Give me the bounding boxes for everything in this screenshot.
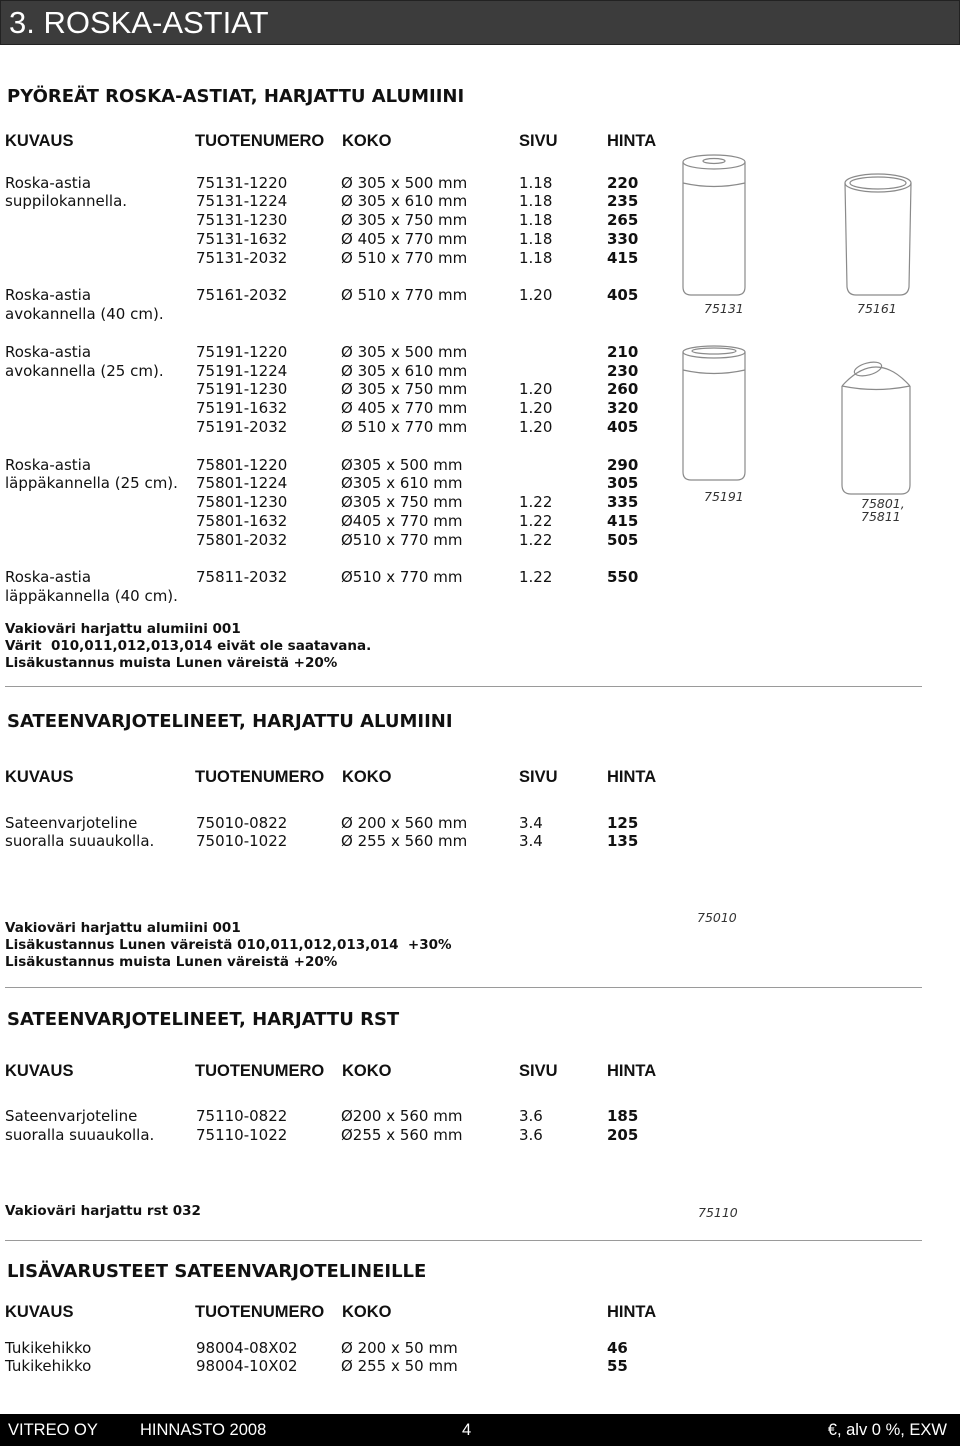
description-line: Roska-astia (5, 568, 92, 587)
product-size: Ø 305 x 750 mm (341, 211, 468, 230)
catalog-page: 1.18 (519, 229, 553, 248)
product-row (196, 1107, 676, 1126)
column-header-hinta: HINTA (607, 132, 657, 150)
description-line: suoralla suuaukolla. (5, 1125, 155, 1144)
section-notes (5, 1203, 201, 1220)
group-description (0, 174, 196, 268)
bin-75131-label: 75131 (704, 301, 744, 316)
note-line: Lisäkustannus muista Lunen väreistä +20% (5, 953, 338, 970)
product-rows (196, 343, 676, 437)
product-code: 75110-1022 (196, 1125, 288, 1144)
column-header-sivu: SIVU (519, 768, 558, 786)
section-title: SATEENVARJOTELINEET, HARJATTU ALUMIINI (7, 711, 453, 732)
catalog-page: 1.18 (519, 248, 553, 267)
product-rows (196, 1107, 676, 1145)
column-header-hinta: HINTA (607, 768, 657, 786)
product-size: Ø305 x 610 mm (341, 474, 463, 493)
stand-75110-label: 75110 (698, 1205, 738, 1220)
product-rows (196, 1339, 676, 1377)
product-price: 290 (607, 455, 639, 474)
product-price: 135 (607, 832, 639, 851)
product-price: 330 (607, 229, 639, 248)
product-rows (196, 174, 676, 268)
product-size: Ø200 x 560 mm (341, 1107, 463, 1125)
product-rows (196, 814, 676, 852)
product-code: 75131-1230 (196, 211, 288, 230)
group-description (0, 1339, 196, 1377)
section-title: SATEENVARJOTELINEET, HARJATTU RST (7, 1009, 400, 1030)
section-title: LISÄVARUSTEET SATEENVARJOTELINEILLE (7, 1261, 427, 1282)
column-header-tuotenumero: TUOTENUMERO (195, 768, 325, 786)
product-size: Ø255 x 560 mm (341, 1125, 463, 1144)
column-header-koko: KOKO (342, 1062, 392, 1080)
product-size: Ø 510 x 770 mm (341, 248, 468, 267)
product-price: 205 (607, 1125, 639, 1144)
column-header-koko: KOKO (342, 1303, 392, 1321)
catalog-page: 1.20 (519, 380, 553, 399)
bin-75161-drawing (845, 174, 911, 295)
product-table (0, 814, 700, 870)
product-row (196, 192, 676, 211)
catalog-page: 1.18 (519, 173, 553, 192)
description-line: suoralla suuaukolla. (5, 832, 155, 851)
product-code: 75161-2032 (196, 286, 288, 305)
product-code: 75010-1022 (196, 832, 288, 851)
column-header-koko: KOKO (342, 768, 392, 786)
product-size: Ø 405 x 770 mm (341, 229, 468, 248)
footer-page-number: 4 (462, 1421, 472, 1439)
catalog-page: 1.20 (519, 399, 553, 418)
column-headers (0, 767, 960, 787)
group-description (0, 814, 196, 852)
note-line: Vakioväri harjattu alumiini 001 (5, 620, 241, 637)
catalog-page: 1.22 (519, 530, 553, 549)
note-line: Vakioväri harjattu alumiini 001 (5, 919, 241, 936)
product-row (196, 362, 676, 381)
section-notes (5, 920, 452, 971)
product-size: Ø 405 x 770 mm (341, 399, 468, 418)
column-header-sivu: SIVU (519, 1062, 558, 1080)
product-group (0, 814, 700, 852)
product-code: 75131-1224 (196, 192, 288, 211)
bin-75801-label: 75801, (861, 496, 905, 511)
product-code: 75801-1224 (196, 474, 288, 493)
group-description (0, 568, 196, 606)
catalog-page: 3.6 (519, 1125, 543, 1144)
column-headers (0, 1061, 960, 1081)
column-header-hinta: HINTA (607, 1303, 657, 1321)
product-price: 265 (607, 211, 639, 230)
product-code: 75801-1220 (196, 455, 288, 474)
section-notes (5, 621, 371, 672)
catalog-page: 3.6 (519, 1107, 543, 1125)
product-code: 75801-1632 (196, 511, 288, 530)
product-row (196, 1357, 676, 1376)
product-row (196, 249, 676, 268)
product-size: Ø510 x 770 mm (341, 530, 463, 549)
column-header-hinta: HINTA (607, 1062, 657, 1080)
product-size: Ø 305 x 500 mm (341, 173, 468, 192)
section-divider (5, 987, 922, 988)
product-group (0, 1107, 700, 1145)
bin-75191-label: 75191 (704, 489, 744, 504)
product-size: Ø 305 x 750 mm (341, 380, 468, 399)
description-line: avokannella (40 cm). (5, 305, 164, 324)
product-row (196, 211, 676, 230)
product-size: Ø 305 x 610 mm (341, 192, 468, 211)
column-header-kuvaus: KUVAUS (5, 768, 74, 786)
product-code: 75191-1230 (196, 380, 288, 399)
catalog-page: 1.20 (519, 286, 553, 305)
catalog-page: 1.22 (519, 511, 553, 530)
product-code: 98004-10X02 (196, 1357, 298, 1376)
product-size: Ø 255 x 560 mm (341, 832, 468, 851)
catalog-page: 3.4 (519, 832, 543, 851)
stand-75010-label: 75010 (697, 910, 737, 925)
product-code: 75131-1632 (196, 229, 288, 248)
product-price: 260 (607, 380, 639, 399)
description-line: Roska-astia (5, 286, 92, 305)
product-price: 320 (607, 399, 639, 418)
product-row (196, 380, 676, 399)
bin-75811-label: 75811 (861, 509, 901, 524)
product-price: 415 (607, 248, 639, 267)
column-headers (0, 131, 960, 151)
product-code: 75010-0822 (196, 813, 288, 832)
product-row (196, 399, 676, 418)
product-price: 415 (607, 511, 639, 530)
column-header-tuotenumero: TUOTENUMERO (195, 132, 325, 150)
group-description (0, 343, 196, 437)
product-code: 98004-08X02 (196, 1338, 298, 1357)
product-row (196, 343, 676, 362)
catalog-page: 1.20 (519, 417, 553, 436)
column-header-sivu: SIVU (519, 132, 558, 150)
product-size: Ø 200 x 560 mm (341, 813, 468, 832)
product-rows (196, 456, 676, 550)
description-line: avokannella (25 cm). (5, 361, 164, 380)
product-group (0, 174, 700, 268)
product-price: 235 (607, 192, 639, 211)
product-price: 185 (607, 1107, 639, 1125)
description-line: Tukikehikko (5, 1338, 92, 1357)
catalog-page: 3.4 (519, 813, 543, 832)
catalog-page: 1.18 (519, 192, 553, 211)
product-table (0, 1107, 700, 1163)
product-code: 75191-1632 (196, 399, 288, 418)
section-divider (5, 1240, 922, 1241)
product-group (0, 456, 700, 550)
product-price: 220 (607, 173, 639, 192)
section-title: PYÖREÄT ROSKA-ASTIAT, HARJATTU ALUMIINI (7, 86, 465, 107)
note-line: Vakioväri harjattu rst 032 (5, 1202, 201, 1219)
footer-catalog: HINNASTO 2008 (140, 1421, 267, 1439)
description-line: suppilokannella. (5, 192, 128, 211)
product-row (196, 531, 676, 550)
product-group (0, 1339, 700, 1377)
product-code: 75191-1224 (196, 361, 288, 380)
product-price: 405 (607, 286, 639, 305)
product-group (0, 343, 700, 437)
product-rows (196, 286, 676, 324)
group-description (0, 456, 196, 550)
product-rows (196, 568, 676, 606)
column-header-kuvaus: KUVAUS (5, 1062, 74, 1080)
product-code: 75131-1220 (196, 173, 288, 192)
description-line: Roska-astia (5, 342, 92, 361)
catalog-page: 1.22 (519, 568, 553, 587)
column-header-kuvaus: KUVAUS (5, 132, 74, 150)
bin-75801-drawing (842, 360, 910, 494)
group-description (0, 1107, 196, 1145)
product-size: Ø405 x 770 mm (341, 511, 463, 530)
product-row (196, 230, 676, 249)
description-line: Roska-astia (5, 455, 92, 474)
description-line: Tukikehikko (5, 1357, 92, 1376)
product-code: 75131-2032 (196, 248, 288, 267)
product-price: 230 (607, 361, 639, 380)
page-footer (0, 1414, 960, 1446)
note-line: Värit 010,011,012,013,014 eivät ole saatavana. (5, 637, 372, 654)
product-price: 550 (607, 568, 639, 587)
product-row (196, 418, 676, 437)
product-price: 405 (607, 417, 639, 436)
footer-company: VITREO OY (8, 1421, 98, 1439)
column-header-kuvaus: KUVAUS (5, 1303, 74, 1321)
product-price: 305 (607, 474, 639, 493)
product-row (196, 814, 676, 833)
product-group (0, 286, 700, 324)
product-code: 75811-2032 (196, 568, 288, 587)
chapter-title: 3. ROSKA-ASTIAT (9, 5, 269, 40)
product-code: 75801-2032 (196, 530, 288, 549)
column-header-koko: KOKO (342, 132, 392, 150)
product-table (0, 1339, 700, 1395)
column-headers (0, 1302, 960, 1322)
product-row (196, 174, 676, 193)
product-code: 75110-0822 (196, 1107, 288, 1125)
column-header-tuotenumero: TUOTENUMERO (195, 1303, 325, 1321)
product-group (0, 568, 700, 606)
product-size: Ø 510 x 770 mm (341, 417, 468, 436)
product-price: 55 (607, 1357, 628, 1376)
product-price: 210 (607, 342, 639, 361)
product-table (0, 174, 700, 625)
product-row (196, 832, 676, 851)
note-line: Lisäkustannus muista Lunen väreistä +20% (5, 654, 338, 671)
product-price: 505 (607, 530, 639, 549)
product-row (196, 568, 676, 587)
product-size: Ø 510 x 770 mm (341, 286, 468, 305)
description-line: Sateenvarjoteline (5, 813, 138, 832)
footer-price-terms: €, alv 0 %, EXW (827, 1421, 947, 1439)
note-line: Lisäkustannus Lunen väreistä 010,011,012,013,014 +30% (5, 936, 452, 953)
description-line: Roska-astia (5, 173, 92, 192)
group-description (0, 286, 196, 324)
product-row (196, 1126, 676, 1145)
description-line: läppäkannella (40 cm). (5, 587, 178, 606)
catalog-page: 1.22 (519, 493, 553, 512)
description-line: Sateenvarjoteline (5, 1107, 138, 1125)
product-row (196, 456, 676, 475)
product-size: Ø510 x 770 mm (341, 568, 463, 587)
product-price: 46 (607, 1338, 628, 1357)
product-size: Ø305 x 750 mm (341, 493, 463, 512)
product-price: 125 (607, 813, 639, 832)
product-size: Ø 200 x 50 mm (341, 1338, 458, 1357)
product-price: 335 (607, 493, 639, 512)
column-header-tuotenumero: TUOTENUMERO (195, 1062, 325, 1080)
section-divider (5, 686, 922, 687)
product-size: Ø 305 x 610 mm (341, 361, 468, 380)
product-code: 75801-1230 (196, 493, 288, 512)
product-size: Ø 255 x 50 mm (341, 1357, 458, 1376)
product-code: 75191-1220 (196, 342, 288, 361)
product-row (196, 512, 676, 531)
product-code: 75191-2032 (196, 417, 288, 436)
product-size: Ø 305 x 500 mm (341, 342, 468, 361)
catalog-page: 1.18 (519, 211, 553, 230)
description-line: läppäkannella (25 cm). (5, 474, 178, 493)
product-row (196, 474, 676, 493)
product-size: Ø305 x 500 mm (341, 455, 463, 474)
product-row (196, 493, 676, 512)
product-row (196, 286, 676, 305)
product-row (196, 1339, 676, 1358)
bin-75161-label: 75161 (857, 301, 897, 316)
